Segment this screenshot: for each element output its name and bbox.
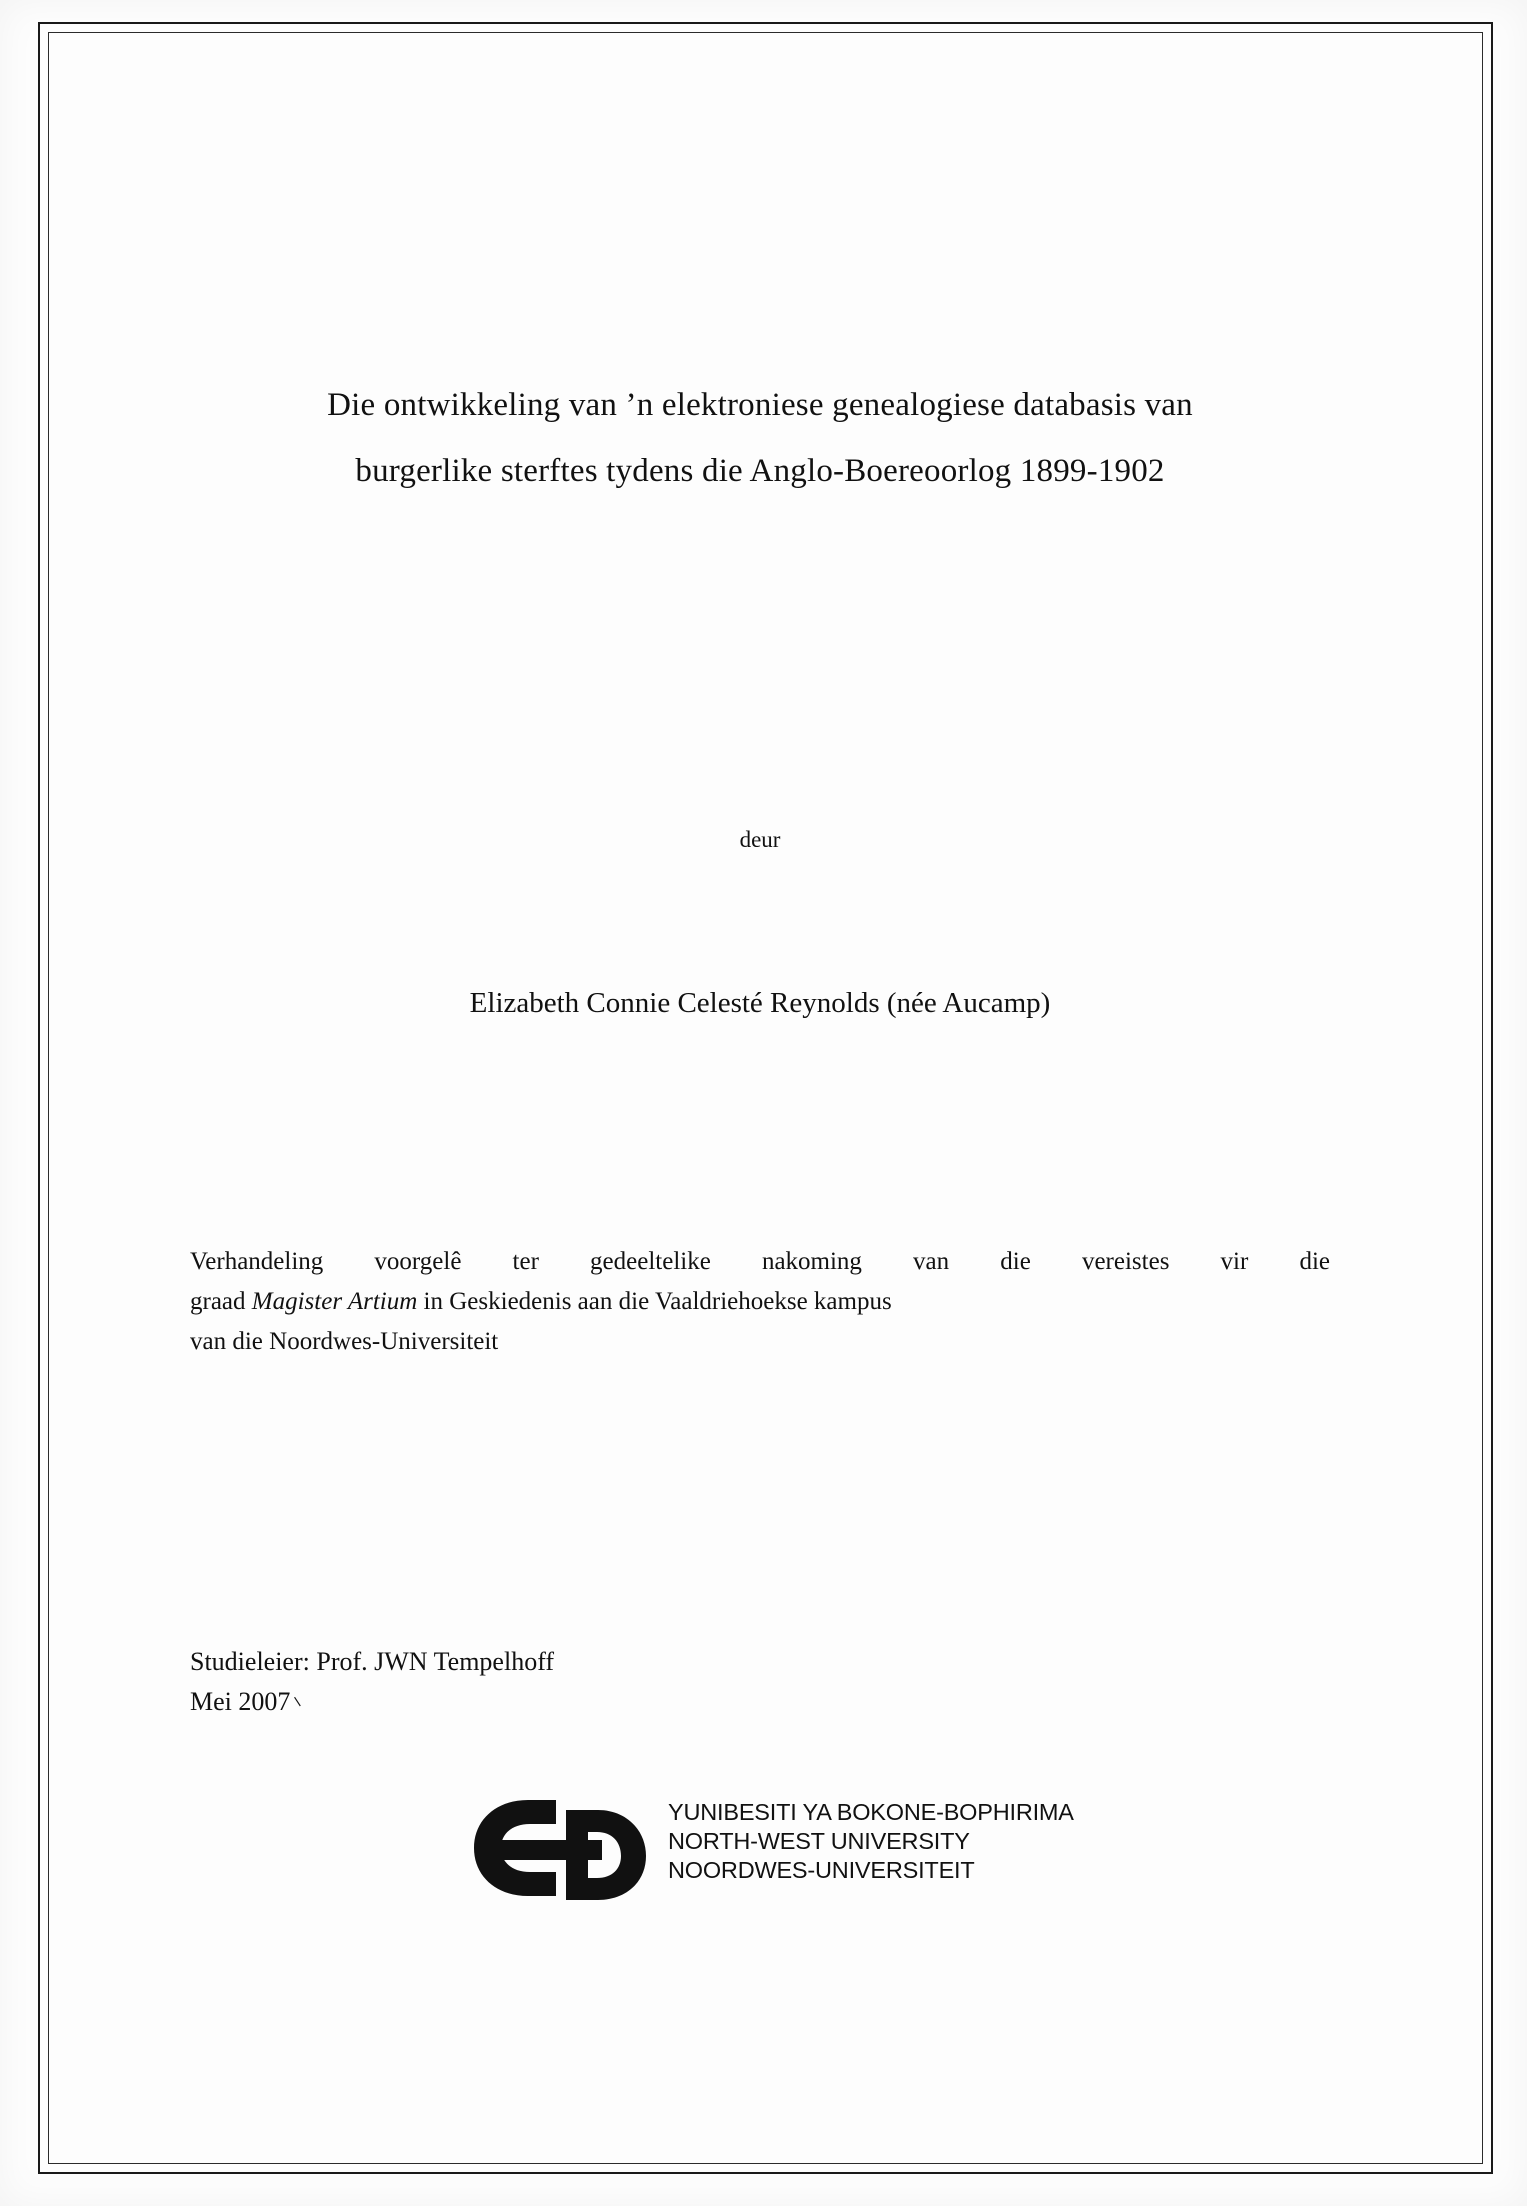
title-line-2: burgerlike sterftes tydens die Anglo-Boereoorlog 1899-1902 <box>355 453 1165 489</box>
degree-statement-line-2 <box>190 1282 1330 1322</box>
university-logo <box>470 1792 1110 1912</box>
by-label: deur <box>739 827 781 852</box>
supervisor-block <box>190 1642 1190 1722</box>
degree-statement-line-2-suffix: in Geskiedenis aan die Vaaldriehoekse kampus <box>417 1288 892 1315</box>
author-name: Elizabeth Connie Celesté Reynolds (née Aucamp) <box>469 987 1051 1019</box>
logo-text-line-2: NORTH-WEST UNIVERSITY <box>668 1828 970 1854</box>
north-west-university-logo-mark-icon <box>470 1796 655 1904</box>
stray-pen-mark-icon: ⸌ <box>289 1692 305 1719</box>
title-line-1: Die ontwikkeling van ’n elektroniese genealogiese databasis van <box>327 387 1193 423</box>
date-text: Mei 2007 <box>190 1687 291 1716</box>
degree-statement <box>190 1242 1330 1362</box>
degree-statement-line-1: Verhandeling voorgelê ter gedeeltelike nakoming van die vereistes vir die <box>190 1248 1330 1275</box>
page-title <box>180 372 1340 504</box>
logo-text-line-1: YUNIBESITI YA BOKONE-BOPHIRIMA <box>668 1799 1074 1825</box>
degree-statement-line-3: van die Noordwes-Universiteit <box>190 1328 499 1355</box>
logo-text-line-3: NOORDWES-UNIVERSITEIT <box>668 1857 975 1883</box>
page-content <box>180 32 1340 2152</box>
degree-statement-line-2-prefix: graad <box>190 1288 252 1315</box>
date-line <box>190 1682 305 1722</box>
degree-name-italic: Magister Artium <box>251 1288 418 1315</box>
university-logo-text <box>668 1798 1074 1885</box>
supervisor-line: Studieleier: Prof. JWN Tempelhoff <box>190 1647 555 1676</box>
